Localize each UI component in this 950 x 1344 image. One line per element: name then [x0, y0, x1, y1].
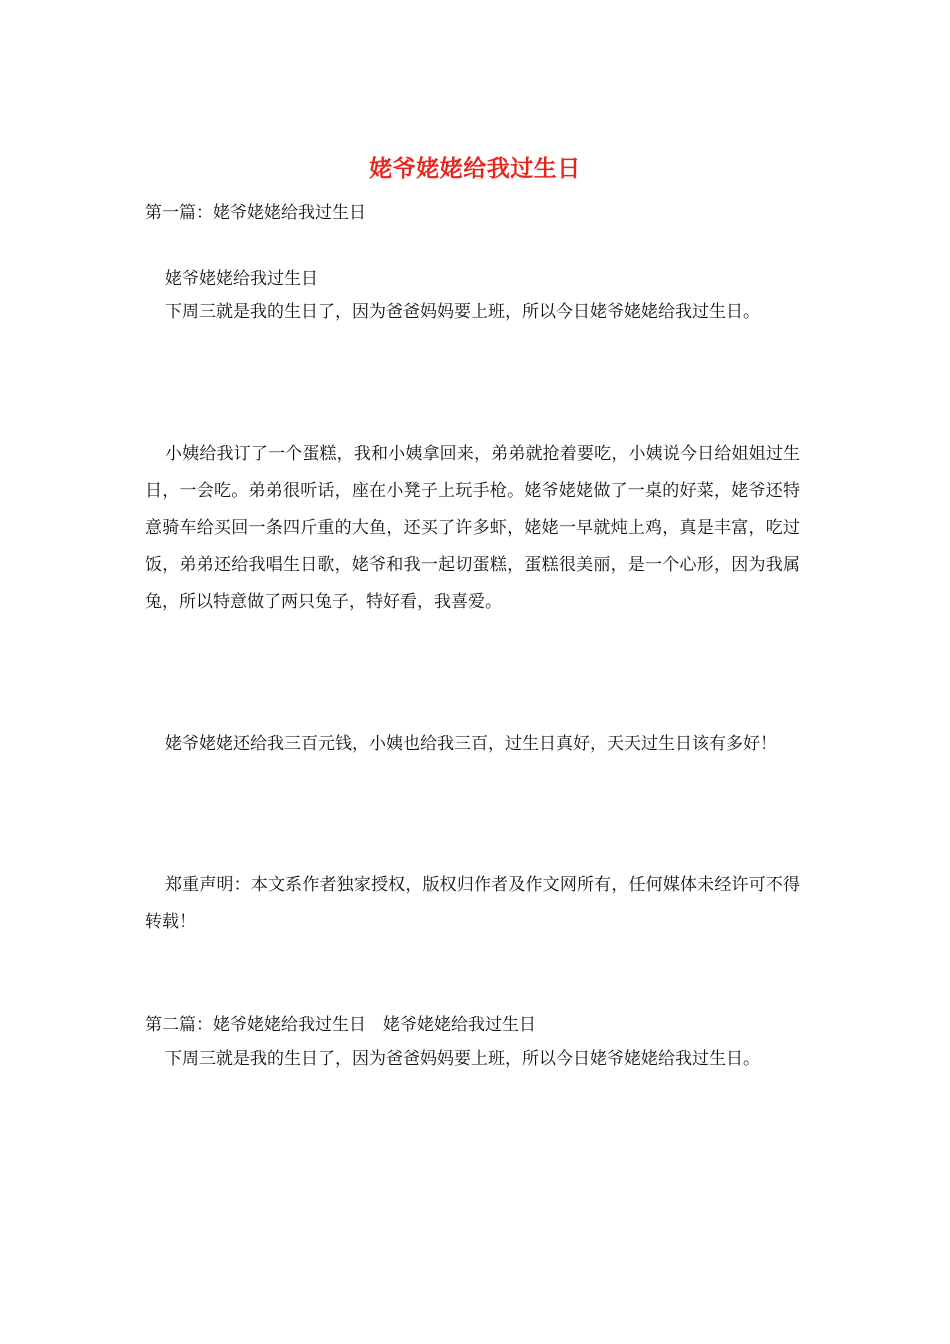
section1-subheading: 姥爷姥姥给我过生日: [165, 269, 318, 289]
section1-paragraph-3: 姥爷姥姥还给我三百元钱，小姨也给我三百，过生日真好，天天过生日该有多好！: [165, 734, 777, 754]
section2-paragraph-1: 下周三就是我的生日了，因为爸爸妈妈要上班，所以今日姥爷姥姥给我过生日。: [165, 1049, 760, 1069]
section1-paragraph-4: 郑重声明：本文系作者独家授权，版权归作者及作文网所有，任何媒体未经许可不得转载！: [145, 875, 800, 932]
section1-paragraph-1: 下周三就是我的生日了，因为爸爸妈妈要上班，所以今日姥爷姥姥给我过生日。: [165, 302, 760, 322]
section2-heading: 第二篇：姥爷姥姥给我过生日 姥爷姥姥给我过生日: [145, 1015, 536, 1035]
section1-paragraph-2: 小姨给我订了一个蛋糕，我和小姨拿回来，弟弟就抢着要吃，小姨说今日给姐姐过生日，一会吃。弟弟很听话，座在小凳子上玩手枪。姥爷姥姥做了一桌的好菜，姥爷还特意骑车给买回一条四斤重的大鱼，还买了许多虾，姥姥一早就炖上鸡，真是丰富，吃过饭，弟弟还给我唱生日歌，姥爷和我一起切蛋糕，蛋糕很美丽，是一个心形，因为我属兔，所以特意做了两只兔子，特好看，我喜爱。: [145, 444, 800, 612]
section1-heading: 第一篇：姥爷姥姥给我过生日: [145, 203, 366, 223]
document-title: 姥爷姥姥给我过生日: [369, 155, 581, 182]
